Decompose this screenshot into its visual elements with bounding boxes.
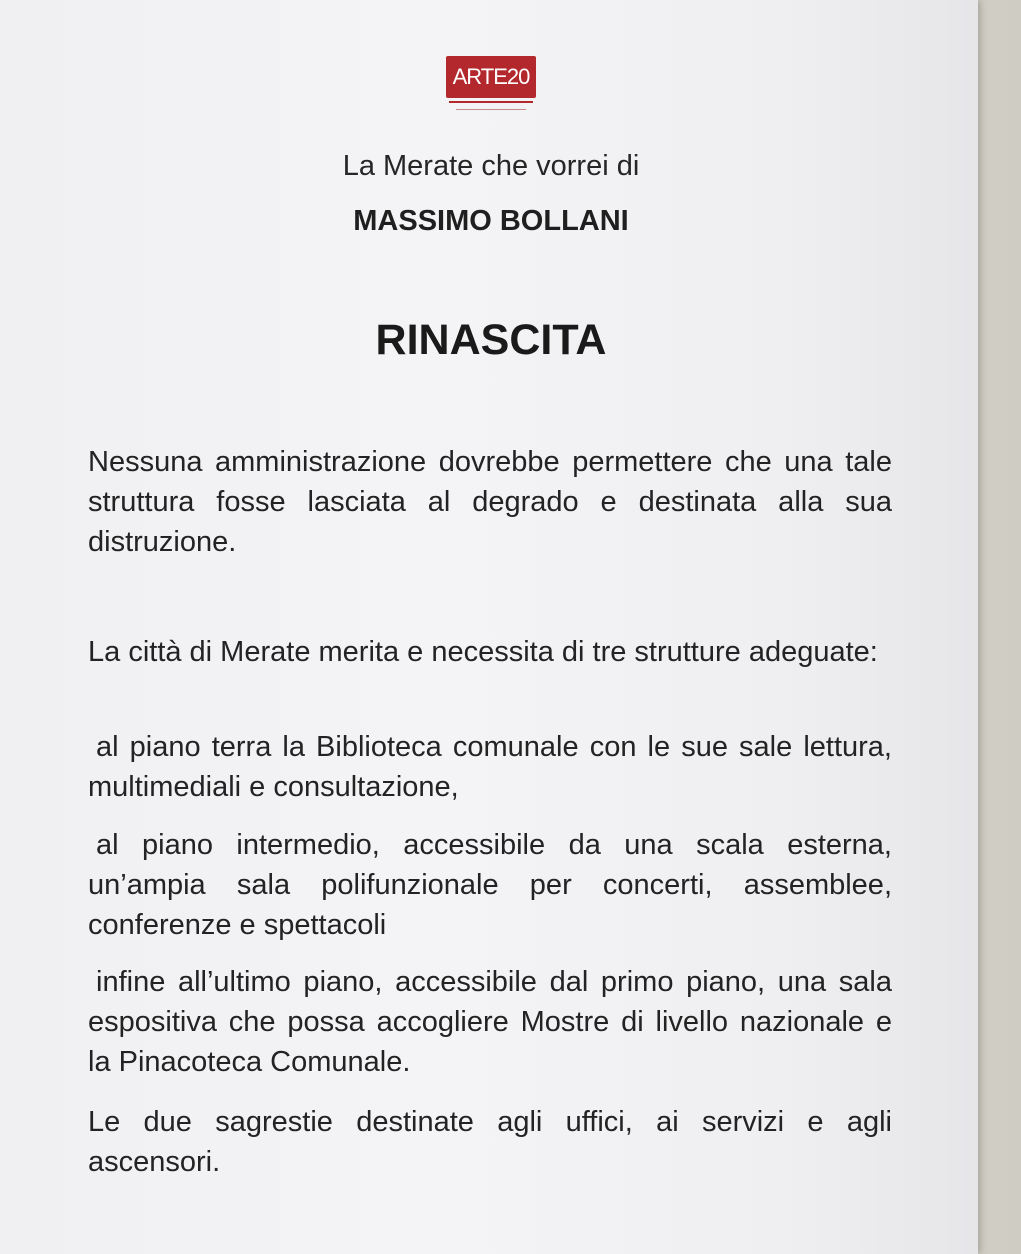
paragraph-sacristies: Le due sagrestie destinate agli uffici, ai servizi e agli ascensori.	[88, 1106, 892, 1178]
subtitle: La Merate che vorrei di	[342, 150, 640, 182]
paragraph-middle-floor: al piano intermedio, accessibile da una scala esterna, un’ampia sala polifunzionale per concerti, assemblee, conferenze e spettacoli	[88, 829, 892, 941]
author-name: MASSIMO BOLLANI	[353, 205, 629, 237]
arte20-logo	[446, 56, 536, 112]
logo-text: ARTE20	[446, 56, 536, 98]
paragraph-intro: Nessuna amministrazione dovrebbe permettere che una tale struttura fosse lasciata al degrado e destinata alla sua distruzione.	[88, 446, 892, 558]
logo-underline-fine	[456, 109, 526, 112]
paragraph-ground-floor: al piano terra la Biblioteca comunale con le sue sale lettura, multimediali e consultazione,	[88, 731, 892, 803]
paragraph-structures: La città di Merate merita e necessita di tre strutture adeguate:	[88, 636, 878, 668]
logo-underline	[449, 101, 533, 107]
document-title: RINASCITA	[375, 316, 607, 364]
paragraph-top-floor: infine all’ultimo piano, accessibile dal primo piano, una sala espositiva che possa accogliere Mostre di livello nazionale e la Pinacoteca Comunale.	[88, 966, 892, 1078]
